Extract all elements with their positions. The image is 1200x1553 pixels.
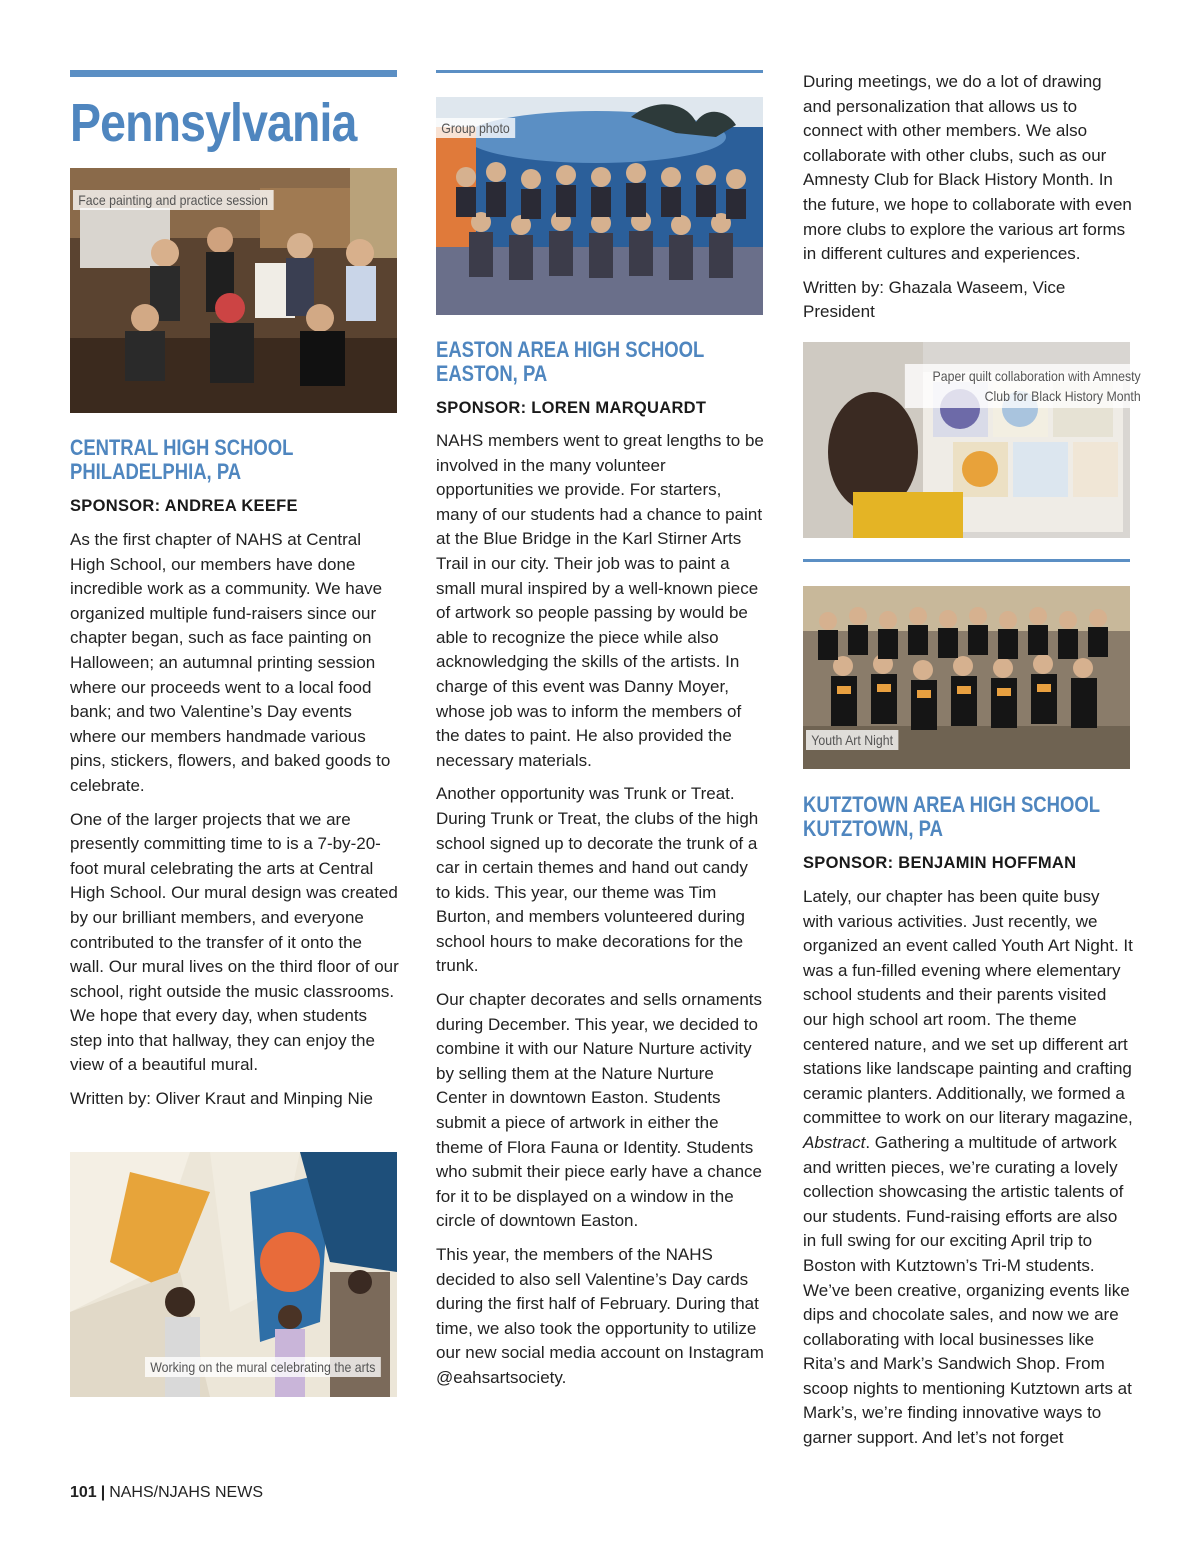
paragraph: As the first chapter of NAHS at Central High School, our members have done incredible work as a community. We have organized multiple fund-raisers since our chapter began, such as face painting on Halloween; an autumnal printing session where our proceeds went to a local food bank; and two Valentine’s Day events where our members handmade various pins, stickers, flowers, and baked goods to celebrate.	[70, 530, 391, 795]
school-heading-kutztown	[803, 793, 1122, 841]
publication-name: NAHS/NJAHS NEWS	[109, 1484, 263, 1501]
article-body-kutztown	[803, 885, 1133, 1460]
sponsor-line: SPONSOR: BENJAMIN HOFFMAN	[803, 854, 1077, 872]
page-footer	[70, 1484, 263, 1502]
paragraph: One of the larger projects that we are presently committing time to is a 7-by-20-foot mural celebrating the arts at Central High School. Our mural design was created by our brilliant members, and everyone contributed to the transfer of it onto the wall. Our mural lives on the third floor of our school, right outside the music classrooms. We hope that every day, when students step into that hallway, they can enjoy the view of a beautiful mural.	[70, 809, 399, 1075]
footer-separator: |	[100, 1484, 106, 1501]
article-body-easton-continued	[803, 70, 1133, 334]
section-rule-col3	[803, 559, 1130, 562]
photo-caption: Working on the mural celebrating the arts	[145, 1357, 381, 1377]
school-name: KUTZTOWN AREA HIGH SCHOOL	[803, 792, 1101, 817]
sponsor-line: SPONSOR: ANDREA KEEFE	[70, 497, 298, 515]
byline: Written by: Ghazala Waseem, Vice President	[803, 277, 1066, 322]
section-rule-col1	[70, 70, 397, 77]
paragraph: Another opportunity was Trunk or Treat. During Trunk or Treat, the clubs of the high school signed up to decorate the trunk of a car in certain themes and hand out candy to kids. This year, our theme was Tim Burton, and members volunteered during school hours to make decorations for the trunk.	[436, 784, 759, 976]
article-body-central	[70, 528, 400, 1121]
school-heading-central	[70, 436, 389, 484]
byline: Written by: Oliver Kraut and Minping Nie	[70, 1089, 373, 1109]
paragraph	[803, 885, 1133, 1451]
school-location: KUTZTOWN, PA	[803, 816, 943, 841]
paragraph: Our chapter decorates and sells ornaments during December. This year, we decided to combine it with our Nature Nurture activity by selling them at the Nature Nurture Center in downtown Easton. Students submit a piece of artwork in either the theme of Flora Fauna or Identity. Students who submit their piece early have a chance for it to be displayed on a window in the circle of downtown Easton.	[436, 990, 763, 1231]
school-location: EASTON, PA	[436, 361, 548, 386]
state-title: Pennsylvania	[70, 93, 357, 153]
photo-caption: Youth Art Night	[806, 730, 898, 750]
school-name: CENTRAL HIGH SCHOOL	[70, 435, 294, 460]
article-body-easton	[436, 429, 766, 1400]
section-rule-col2	[436, 70, 763, 73]
school-name: EASTON AREA HIGH SCHOOL	[436, 337, 705, 362]
paragraph: During meetings, we do a lot of drawing and personalization that allows us to connect with other members. We also collaborate with other clubs, such as our Amnesty Club for Black History Month. In the future, we hope to collaborate with even more clubs to explore the various art forms in different cultures and experiences.	[803, 72, 1132, 264]
paragraph-text: . Gathering a multitude of artwork and written pieces, we’re curating a lovely collection showcasing the artistic talents of our students. Fund-raising efforts are also in full swing for our exciting April trip to Boston with Kutztown’s Tri-M students. We’ve been creative, organizing events like dips and chocolate sales, and now we are collaborating with local businesses like Rita’s and Mark’s Sandwich Shop. From scoop nights to mentioning Kutztown arts at Mark’s, we’re finding innovative ways to garner support. And let’s not forget	[803, 1132, 1132, 1448]
magazine-title: Abstract	[803, 1132, 866, 1152]
photo-caption: Group photo	[436, 118, 515, 138]
photo-caption: Paper quilt collaboration with Amnesty Club for Black History Month	[905, 364, 1146, 408]
paragraph-text: Lately, our chapter has been quite busy with various activities. Just recently, we organized an event called Youth Art Night. It was a fun-filled evening where elementary school students and their parents visited our high school art room. The theme centered nature, and we set up different art stations like landscape painting and crafting ceramic planters. Additionally, we formed a committee to work on our literary magazine,	[803, 887, 1133, 1128]
photo-caption: Face painting and practice session	[73, 190, 273, 210]
paragraph: This year, the members of the NAHS decided to also sell Valentine’s Day cards during the first half of February. During that time, we also took the opportunity to utilize our new social media account on Instagram @eahsartsociety.	[436, 1245, 764, 1387]
school-heading-easton	[436, 338, 755, 386]
paragraph: NAHS members went to great lengths to be involved in the many volunteer opportunities we provide. For starters, many of our students had a chance to paint at the Blue Bridge in the Karl Stirner Arts Trail in our city. Their job was to paint a small mural inspired by a well-known piece of artwork so people passing by would be able to recognize the piece while also acknowledging the skills of the artists. In charge of this event was Danny Moyer, whose job was to inform the members of the dates to paint. He also provided the necessary materials.	[436, 431, 764, 770]
school-location: PHILADELPHIA, PA	[70, 459, 242, 484]
sponsor-line: SPONSOR: LOREN MARQUARDT	[436, 399, 707, 417]
page-number: 101	[70, 1484, 97, 1501]
